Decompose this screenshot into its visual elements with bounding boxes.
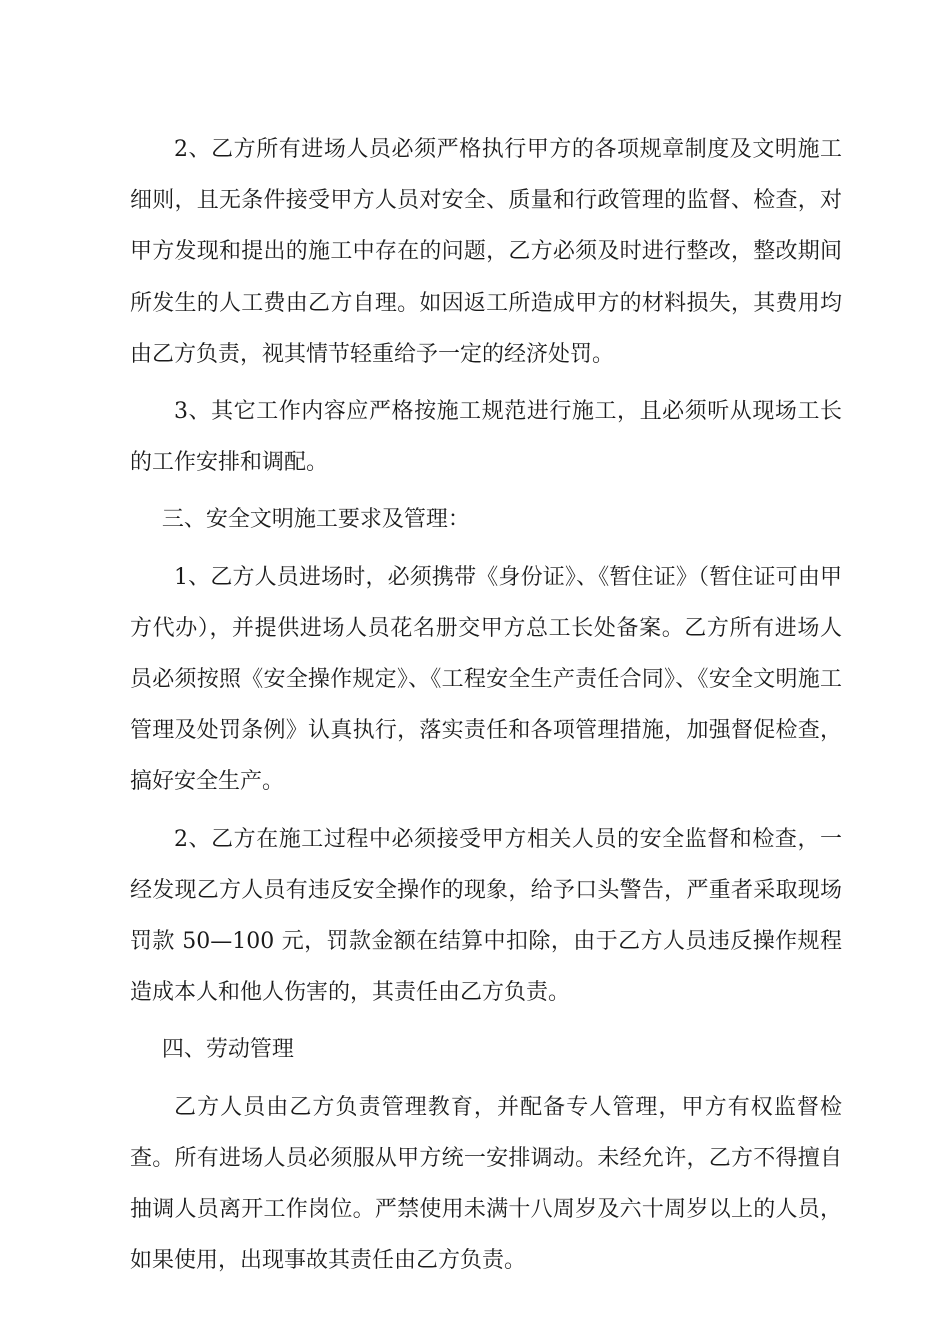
section-3-heading: 三、安全文明施工要求及管理：: [161, 507, 470, 533]
document-page: [130, 124, 842, 1292]
clause-3-paragraph: 3、其它工作内容应严格按施工规范进行施工，且必须听从现场工长的工作安排和调配。: [130, 399, 842, 476]
section-4-heading: 四、劳动管理: [161, 1037, 294, 1063]
safety-clause-2-paragraph: 2、乙方在施工过程中必须接受甲方相关人员的安全监督和检查，一经发现乙方人员有违反安全操作的现象，给予口头警告，严重者采取现场罚款 50—100 元，罚款金额在结算中扣除，由于乙方人员违反操作规程造成本人和他人伤害的，其责任由乙方负责。: [130, 826, 842, 1006]
clause-2-paragraph: 2、乙方所有进场人员必须严格执行甲方的各项规章制度及文明施工细则，且无条件接受甲方人员对安全、质量和行政管理的监督、检查，对甲方发现和提出的施工中存在的问题，乙方必须及时进行整改，整改期间所发生的人工费由乙方自理。如因返工所造成甲方的材料损失，其费用均由乙方负责，视其情节轻重给予一定的经济处罚。: [130, 137, 842, 367]
safety-clause-1-paragraph: 1、乙方人员进场时，必须携带《身份证》、《暂住证》（暂住证可由甲方代办），并提供进场人员花名册交甲方总工长处备案。乙方所有进场人员必须按照《安全操作规定》、《工程安全生产责任合同》、《安全文明施工管理及处罚条例》认真执行，落实责任和各项管理措施，加强督促检查，搞好安全生产。: [130, 564, 842, 795]
labor-management-paragraph: 乙方人员由乙方负责管理教育，并配备专人管理，甲方有权监督检查。所有进场人员必须服从甲方统一安排调动。未经允许，乙方不得擅自抽调人员离开工作岗位。严禁使用未满十八周岁及六十周岁以上的人员，如果使用，出现事故其责任由乙方负责。: [130, 1094, 842, 1274]
